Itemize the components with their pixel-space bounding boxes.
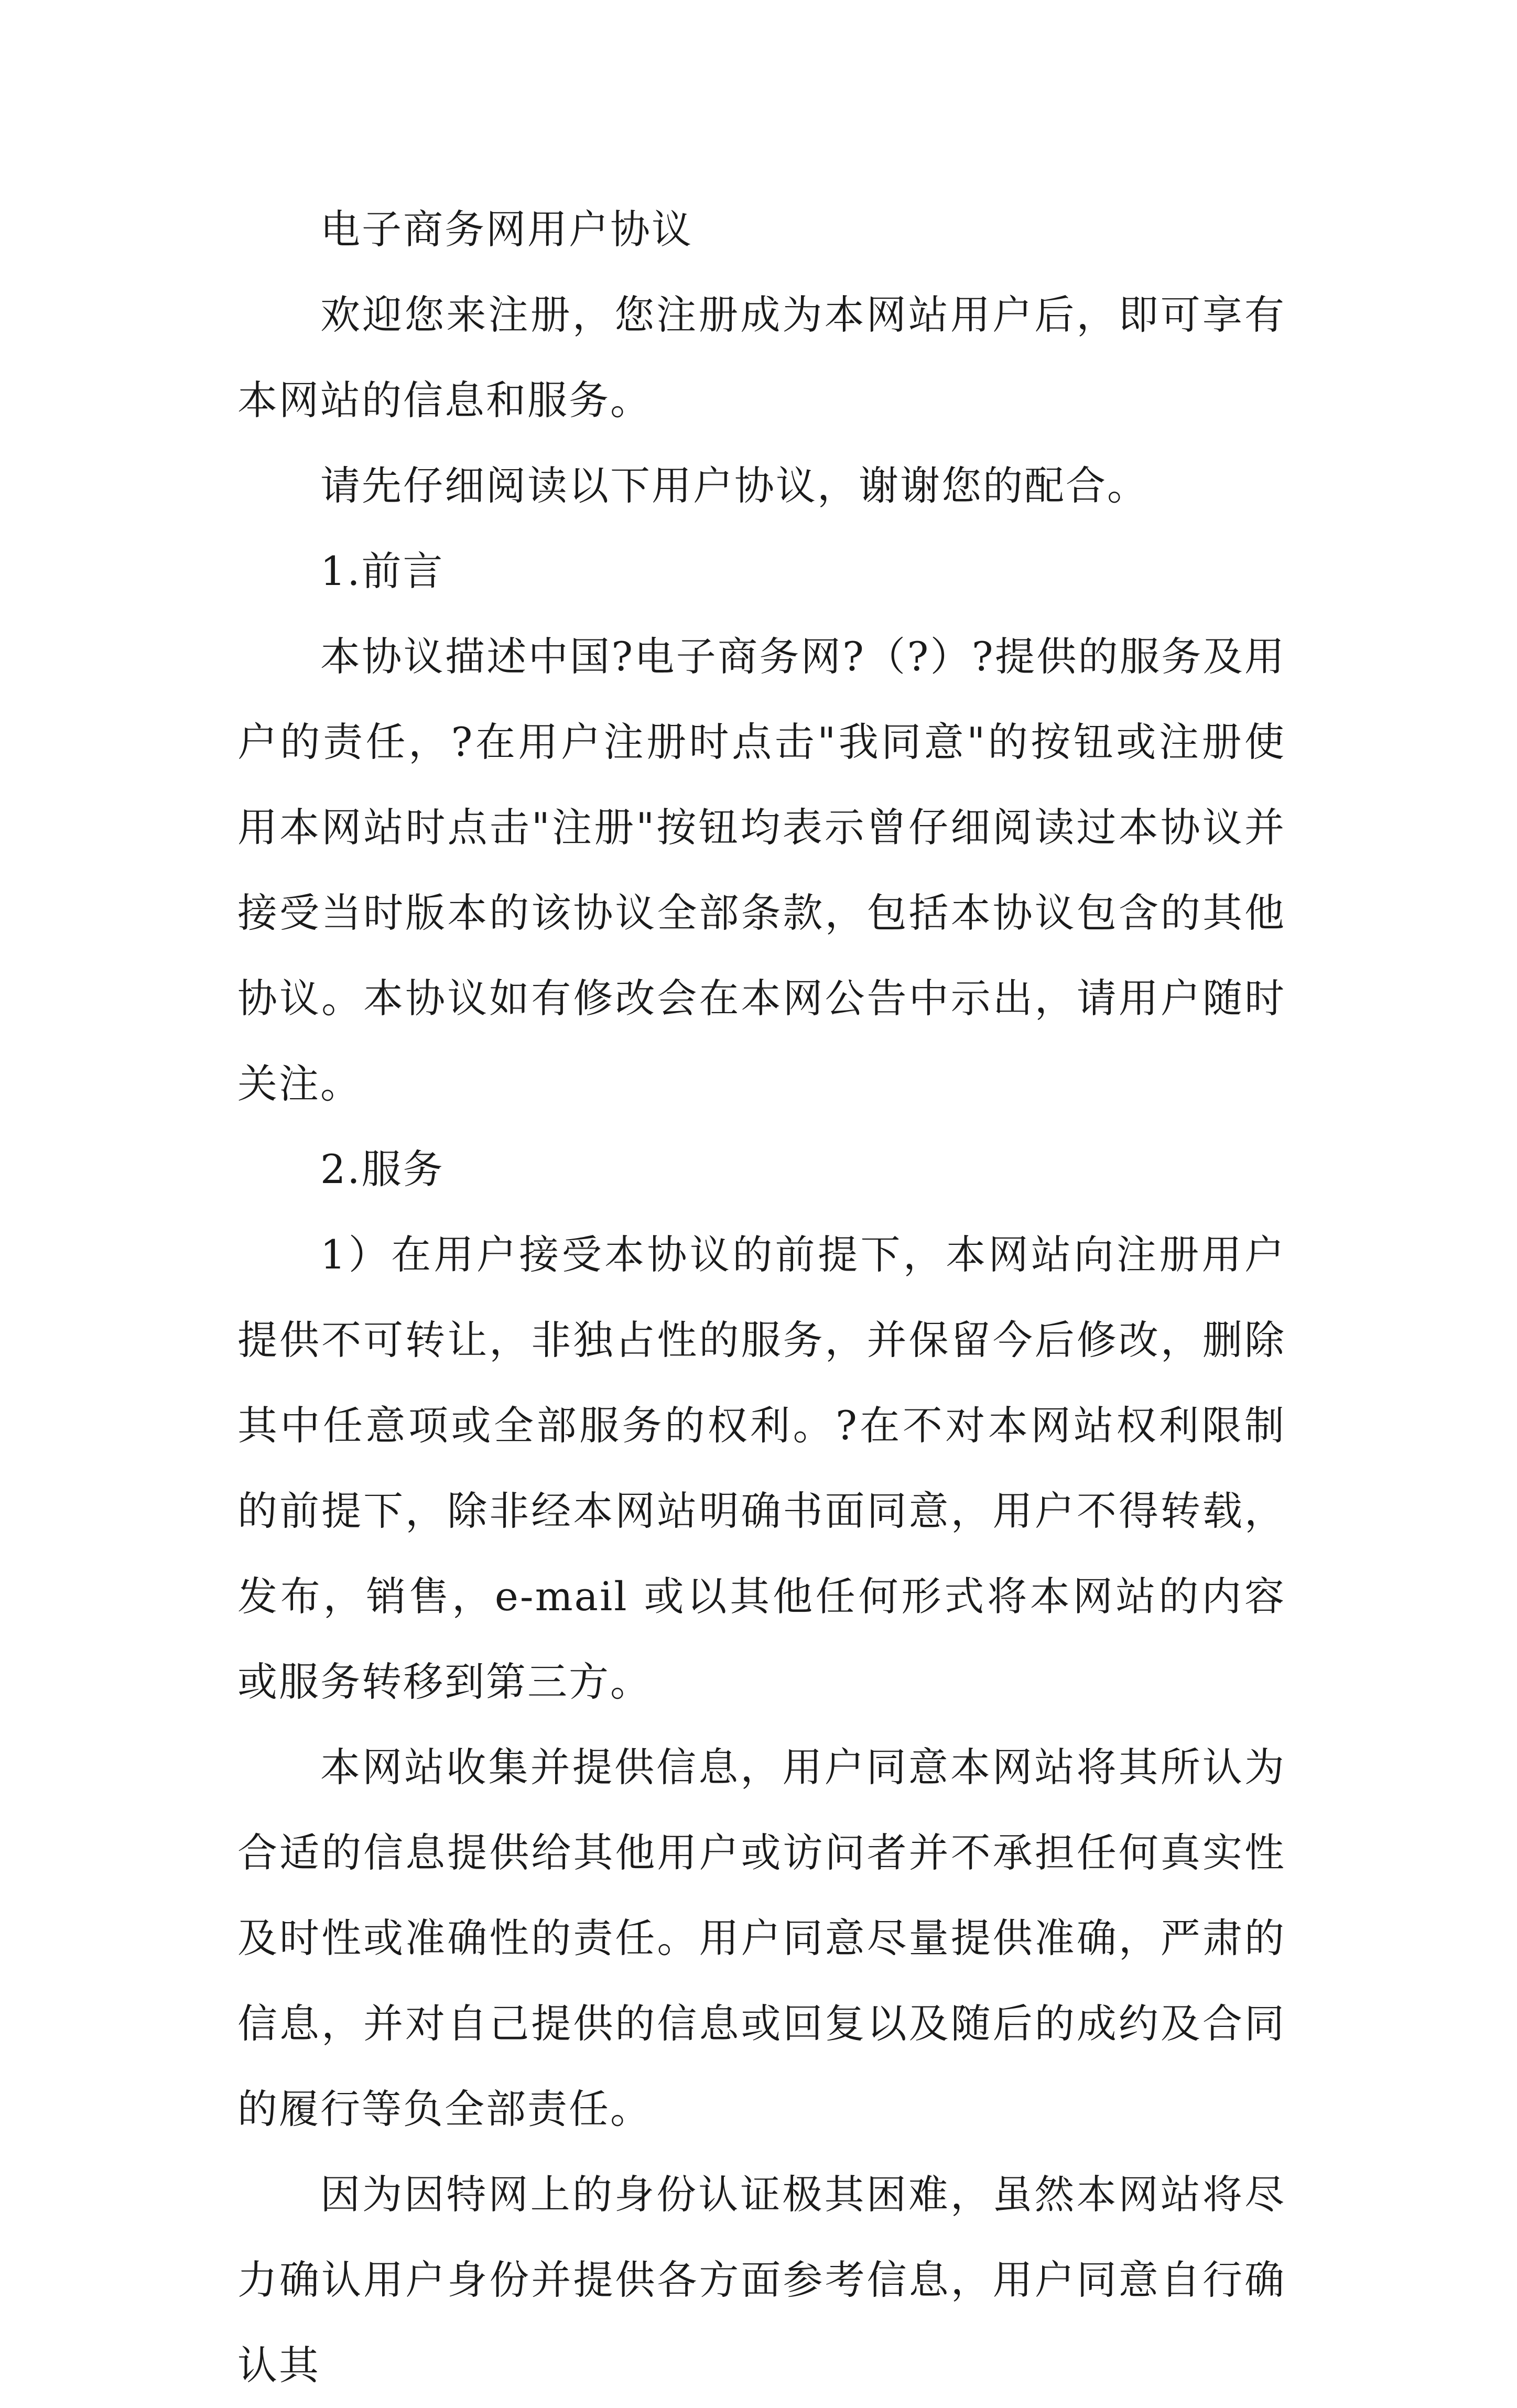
document-title: 电子商务网用户协议 [320, 206, 693, 253]
paragraph-identity: 因为因特网上的身份认证极其困难，虽然本网站将尽力确认用户身份并提供各方面参考信息，用户同意自行确认其 [237, 2171, 1286, 2389]
section-heading-preface: 1.前言 [320, 548, 445, 594]
section-heading-service: 2.服务 [320, 1146, 445, 1192]
paragraph-welcome: 欢迎您来注册，您注册成为本网站用户后，即可享有本网站的信息和服务。 [237, 291, 1286, 424]
paragraph-preface: 本协议描述中国?电子商务网?（?）?提供的服务及用户的责任，?在用户注册时点击"我同意"的按钮或注册使用本网站时点击"注册"按钮均表示曾仔细阅读过本协议并接受当时版本的该协议全部条款，包括本协议包含的其他协议。本协议如有修改会在本网公告中示出，请用户随时关注。 [237, 633, 1286, 1107]
paragraph-info-responsibility: 本网站收集并提供信息，用户同意本网站将其所认为合适的信息提供给其他用户或访问者并不承担任何真实性及时性或准确性的责任。用户同意尽量提供准确，严肃的信息，并对自己提供的信息或回复以及随后的成约及合同的履行等负全部责任。 [237, 1744, 1286, 2132]
paragraph-service-1: 1）在用户接受本协议的前提下，本网站向注册用户提供不可转让，非独占性的服务，并保留今后修改，删除其中任意项或全部服务的权利。?在不对本网站权利限制的前提下，除非经本网站明确书面同意，用户不得转载，发布，销售，e-mail 或以其他任何形式将本网站的内容或服务转移到第三方。 [237, 1231, 1286, 1705]
document-body [237, 187, 1286, 2408]
paragraph-read-notice: 请先仔细阅读以下用户协议，谢谢您的配合。 [320, 462, 1148, 509]
